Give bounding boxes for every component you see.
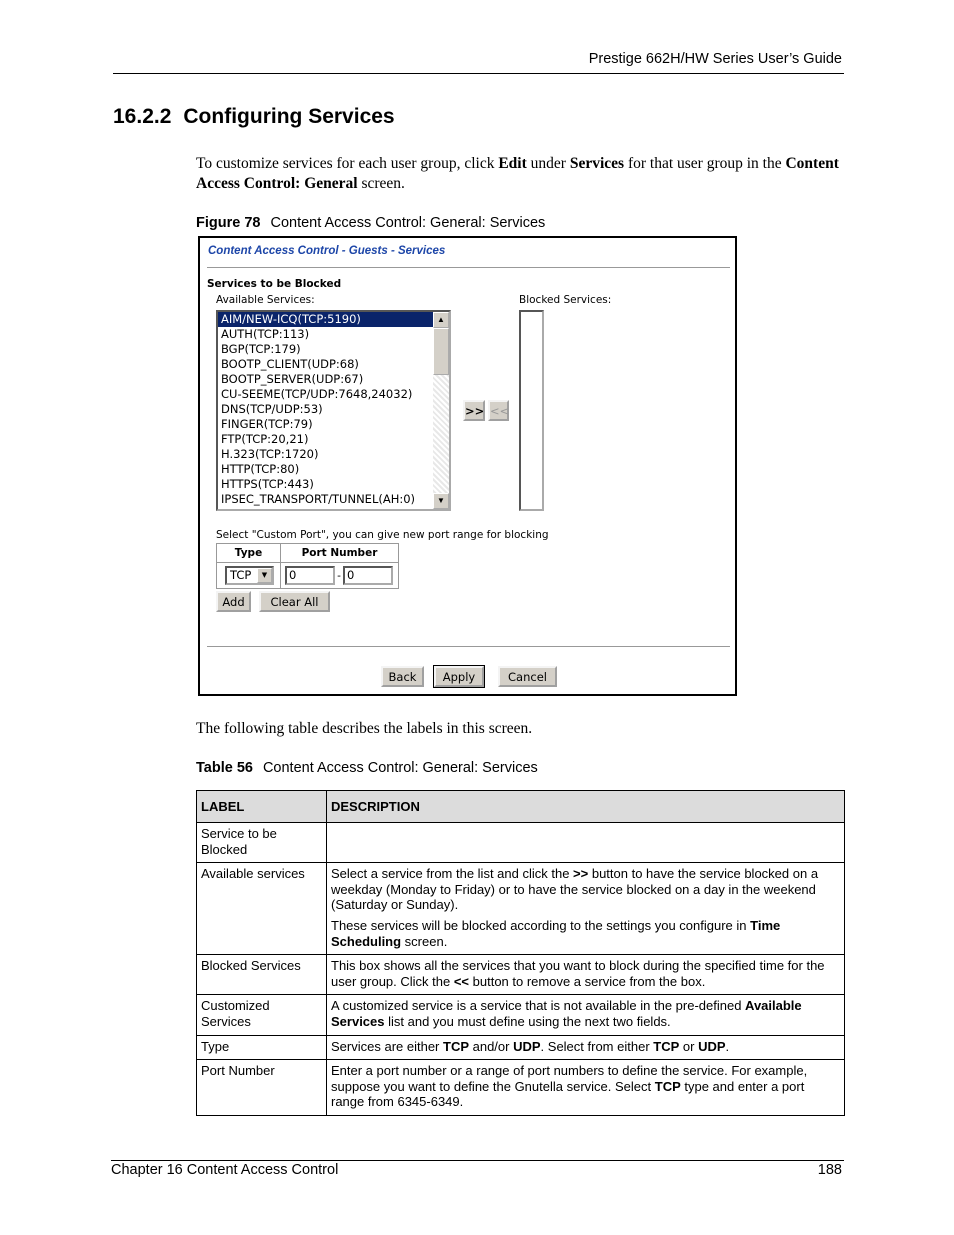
row-description [327,1060,845,1116]
screen-bottom-rule [207,646,730,648]
screen-title-rule [207,267,730,269]
figure-label: Figure 78 [196,215,261,231]
bold-text: Available Services [331,998,802,1029]
type-column-header: Type [217,544,281,563]
chevron-down-icon[interactable]: ▼ [257,568,272,583]
screen-title: Content Access Control - Guests - Services [208,245,446,257]
available-services-label: Available Services: [216,294,315,306]
scroll-up-icon[interactable]: ▲ [433,312,449,328]
back-button[interactable]: Back [381,666,424,687]
header-rule [113,73,844,74]
label-column-header: LABEL [197,791,327,823]
custom-port-table [216,543,399,589]
text: A customized service is a service that is not available in the pre-defined [331,998,746,1014]
footer-chapter: Chapter 16 Content Access Control [111,1162,339,1178]
figure-caption [196,215,545,231]
row-description [327,823,845,863]
running-header: Prestige 662H/HW Series User’s Guide [588,51,842,67]
bold-text: UDP [698,1038,726,1054]
service-list-item[interactable]: HTTPS(TCP:443) [221,477,314,491]
row-description [327,863,845,955]
table-row [197,1060,845,1116]
text: list and you must define using the next two fields. [384,1013,671,1029]
service-list-item[interactable]: AUTH(TCP:113) [221,327,310,341]
add-to-blocked-button[interactable]: >> [463,400,485,421]
text: screen. [401,933,448,949]
description-column-header: DESCRIPTION [327,791,845,823]
available-services-items [218,312,433,507]
bold-text: TCP [443,1038,469,1054]
port-column-header: Port Number [281,544,399,563]
row-label: Type [197,1035,327,1060]
type-cell [217,563,281,589]
bold-text: TCP [653,1038,680,1054]
intro-text: for that user group in the [624,155,786,172]
intro-bold-screen-name: Content Access Control: General [196,155,839,192]
service-list-item[interactable]: IPSEC_TRANSPORT/TUNNEL(AH:0) [221,492,416,506]
service-list-item[interactable]: FTP(TCP:20,21) [221,432,309,446]
service-list-item[interactable]: HTTP(TCP:80) [221,462,300,476]
add-button[interactable]: Add [216,591,251,612]
text: This box shows all the services that you want to block during the specified time for the user group. Click the [331,958,825,989]
service-list-item[interactable]: H.323(TCP:1720) [221,447,319,461]
row-label: Customized Services [197,995,327,1035]
scroll-thumb[interactable] [433,328,449,375]
port-cell [281,563,399,589]
table-caption-text: Content Access Control: General: Services [262,760,538,776]
table-header-row [197,791,845,823]
service-list-item[interactable]: CU-SEEME(TCP/UDP:7648,24032) [221,387,413,401]
clear-all-button[interactable]: Clear All [259,591,330,612]
table-row [197,955,845,995]
intro-text: screen. [357,175,405,192]
section-heading [113,105,395,129]
footer-rule [111,1160,844,1161]
text: and/or [469,1038,514,1054]
intro-text: under [526,155,570,172]
intro-bold-services: Services [569,155,625,172]
row-label: Blocked Services [197,955,327,995]
text: Select a service from the list and click the [331,866,574,882]
service-list-item[interactable]: AIM/NEW-ICQ(TCP:5190) [218,312,433,327]
services-to-block-heading: Services to be Blocked [207,278,342,290]
port-to-input[interactable]: 0 [343,566,393,585]
table-row [197,823,845,863]
section-number: 16.2.2 [113,105,172,128]
service-list-item[interactable]: DNS(TCP/UDP:53) [221,402,323,416]
port-range-separator: - [337,569,341,582]
bold-text: << [453,973,470,989]
bold-text: UDP [513,1038,541,1054]
apply-button[interactable]: Apply [434,666,484,687]
table-caption [196,760,538,776]
page-number: 188 [817,1162,842,1178]
row-description [327,955,845,995]
row-label: Service to be Blocked [197,823,327,863]
section-title: Configuring Services [183,105,395,128]
intro-bold-edit: Edit [498,155,527,172]
scroll-down-icon[interactable]: ▼ [433,493,449,509]
custom-port-hint: Select "Custom Port", you can give new port range for blocking [216,529,549,541]
table-row [197,1035,845,1060]
text: button to have the service blocked on a weekday (Monday to Friday) or to have the service blocked on a day in the weekend (Saturday or Sunday). [331,866,819,913]
blocked-services-label: Blocked Services: [519,294,612,306]
table-label: Table 56 [196,760,253,776]
type-select-value: TCP [230,568,252,582]
table-row [197,863,845,955]
row-description [327,995,845,1035]
text: button to remove a service from the box. [469,973,706,989]
text: . Select from either [540,1038,654,1054]
row-description [327,1035,845,1060]
text: Enter a port number or a range of port numbers to define the service. For example, suppose you want to define the Gnutella service. Select [331,1063,808,1094]
text: Services are either [331,1038,443,1054]
port-from-input[interactable]: 0 [285,566,335,585]
row-label: Available services [197,863,327,955]
intro-paragraph [196,154,846,194]
table-intro-paragraph: The following table describes the labels in this screen. [196,720,533,737]
text: or [679,1038,699,1054]
text: . [725,1038,730,1054]
figure-caption-text: Content Access Control: General: Services [270,215,546,231]
available-services-listbox[interactable] [216,310,451,511]
bold-text: >> [573,866,589,882]
description-paragraph [331,918,840,949]
description-table [196,790,845,1116]
service-list-item[interactable]: FINGER(TCP:79) [221,417,313,431]
text: type and enter a port range from 6345-6349. [331,1078,805,1110]
intro-text: To customize services for each user group, click [196,155,499,172]
cancel-button[interactable]: Cancel [498,666,557,687]
type-select[interactable] [225,566,274,585]
bold-text: Time Scheduling [331,917,781,949]
table-row [197,995,845,1035]
text: These services will be blocked according to the settings you configure in [331,917,751,933]
description-paragraph [331,866,840,913]
service-list-item[interactable]: BGP(TCP:179) [221,342,301,356]
service-list-item[interactable]: BOOTP_SERVER(UDP:67) [221,372,364,386]
bold-text: TCP [654,1078,681,1094]
listbox-scrollbar[interactable] [433,312,449,509]
service-list-item[interactable]: BOOTP_CLIENT(UDP:68) [221,357,359,371]
remove-from-blocked-button[interactable]: << [488,400,509,421]
row-label: Port Number [197,1060,327,1116]
blocked-services-listbox[interactable] [519,310,544,511]
